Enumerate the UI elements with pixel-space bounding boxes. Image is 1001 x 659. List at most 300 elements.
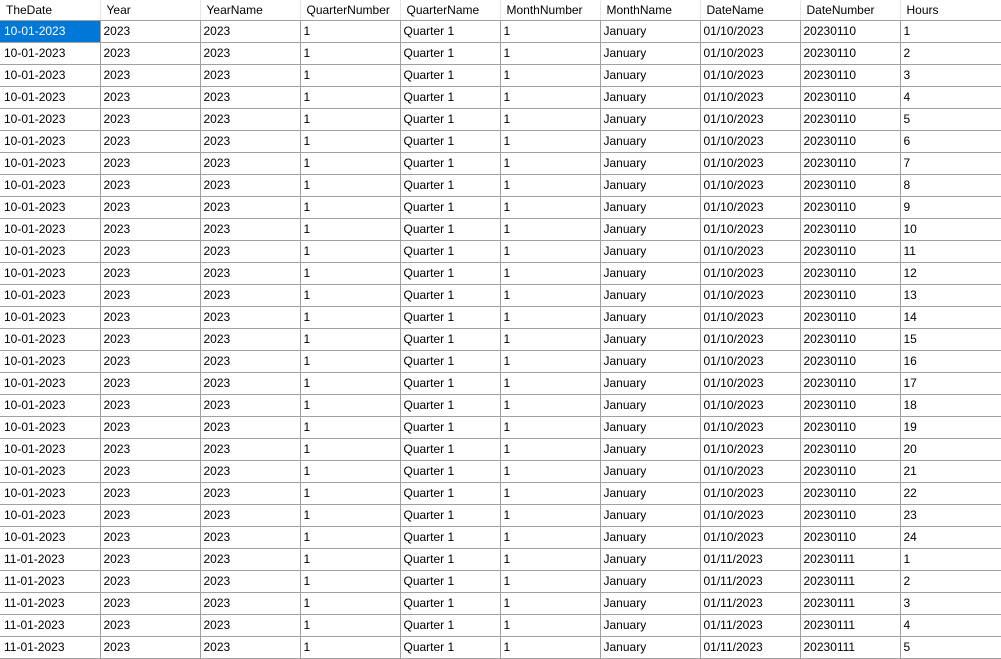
cell-datenumber[interactable]: 20230110 — [800, 263, 900, 285]
cell-datename[interactable]: 01/10/2023 — [700, 153, 800, 175]
cell-thedate[interactable]: 10-01-2023 — [0, 285, 100, 307]
cell-datename[interactable]: 01/10/2023 — [700, 21, 800, 43]
cell-monthname[interactable]: January — [600, 395, 700, 417]
table-row[interactable] — [0, 549, 1001, 571]
cell-hours[interactable]: 23 — [900, 505, 1001, 527]
cell-quartername[interactable]: Quarter 1 — [400, 395, 500, 417]
cell-year[interactable]: 2023 — [100, 527, 200, 549]
cell-datename[interactable]: 01/11/2023 — [700, 637, 800, 659]
cell-hours[interactable]: 1 — [900, 21, 1001, 43]
cell-hours[interactable]: 1 — [900, 549, 1001, 571]
cell-quarternumber[interactable]: 1 — [300, 637, 400, 659]
cell-datename[interactable]: 01/10/2023 — [700, 329, 800, 351]
cell-monthnumber[interactable]: 1 — [500, 263, 600, 285]
cell-quartername[interactable]: Quarter 1 — [400, 65, 500, 87]
cell-monthnumber[interactable]: 1 — [500, 373, 600, 395]
cell-datenumber[interactable]: 20230110 — [800, 65, 900, 87]
cell-monthnumber[interactable]: 1 — [500, 131, 600, 153]
cell-datenumber[interactable]: 20230110 — [800, 351, 900, 373]
cell-hours[interactable]: 4 — [900, 615, 1001, 637]
cell-yearname[interactable]: 2023 — [200, 637, 300, 659]
table-row[interactable] — [0, 483, 1001, 505]
cell-monthname[interactable]: January — [600, 439, 700, 461]
cell-monthnumber[interactable]: 1 — [500, 637, 600, 659]
cell-datename[interactable]: 01/10/2023 — [700, 219, 800, 241]
cell-quartername[interactable]: Quarter 1 — [400, 285, 500, 307]
cell-monthname[interactable]: January — [600, 483, 700, 505]
column-header-datenumber[interactable]: DateNumber — [800, 0, 900, 21]
cell-thedate[interactable]: 10-01-2023 — [0, 461, 100, 483]
cell-year[interactable]: 2023 — [100, 395, 200, 417]
cell-quarternumber[interactable]: 1 — [300, 263, 400, 285]
cell-monthname[interactable]: January — [600, 593, 700, 615]
cell-hours[interactable]: 8 — [900, 175, 1001, 197]
table-row[interactable] — [0, 505, 1001, 527]
cell-quartername[interactable]: Quarter 1 — [400, 263, 500, 285]
cell-quartername[interactable]: Quarter 1 — [400, 197, 500, 219]
cell-yearname[interactable]: 2023 — [200, 65, 300, 87]
cell-yearname[interactable]: 2023 — [200, 461, 300, 483]
cell-year[interactable]: 2023 — [100, 197, 200, 219]
column-header-quartername[interactable]: QuarterName — [400, 0, 500, 21]
table-row[interactable] — [0, 637, 1001, 659]
column-header-thedate[interactable]: TheDate — [0, 0, 100, 21]
cell-monthname[interactable]: January — [600, 65, 700, 87]
cell-yearname[interactable]: 2023 — [200, 615, 300, 637]
cell-quarternumber[interactable]: 1 — [300, 131, 400, 153]
cell-monthname[interactable]: January — [600, 21, 700, 43]
cell-quarternumber[interactable]: 1 — [300, 43, 400, 65]
cell-monthname[interactable]: January — [600, 153, 700, 175]
cell-thedate[interactable]: 10-01-2023 — [0, 197, 100, 219]
cell-quartername[interactable]: Quarter 1 — [400, 329, 500, 351]
cell-monthname[interactable]: January — [600, 131, 700, 153]
cell-datenumber[interactable]: 20230110 — [800, 373, 900, 395]
cell-thedate[interactable]: 10-01-2023 — [0, 351, 100, 373]
cell-hours[interactable]: 12 — [900, 263, 1001, 285]
cell-quartername[interactable]: Quarter 1 — [400, 417, 500, 439]
cell-quartername[interactable]: Quarter 1 — [400, 87, 500, 109]
cell-monthname[interactable]: January — [600, 527, 700, 549]
cell-yearname[interactable]: 2023 — [200, 263, 300, 285]
cell-quarternumber[interactable]: 1 — [300, 109, 400, 131]
cell-datename[interactable]: 01/10/2023 — [700, 263, 800, 285]
cell-thedate[interactable]: 10-01-2023 — [0, 527, 100, 549]
cell-datenumber[interactable]: 20230110 — [800, 329, 900, 351]
cell-year[interactable]: 2023 — [100, 549, 200, 571]
cell-monthname[interactable]: January — [600, 571, 700, 593]
cell-quarternumber[interactable]: 1 — [300, 461, 400, 483]
cell-hours[interactable]: 10 — [900, 219, 1001, 241]
cell-datenumber[interactable]: 20230110 — [800, 417, 900, 439]
cell-yearname[interactable]: 2023 — [200, 483, 300, 505]
cell-yearname[interactable]: 2023 — [200, 329, 300, 351]
cell-hours[interactable]: 9 — [900, 197, 1001, 219]
cell-datenumber[interactable]: 20230110 — [800, 439, 900, 461]
cell-quarternumber[interactable]: 1 — [300, 219, 400, 241]
cell-datenumber[interactable]: 20230110 — [800, 175, 900, 197]
cell-monthname[interactable]: January — [600, 417, 700, 439]
cell-datename[interactable]: 01/10/2023 — [700, 87, 800, 109]
table-row[interactable] — [0, 417, 1001, 439]
cell-yearname[interactable]: 2023 — [200, 505, 300, 527]
cell-hours[interactable]: 18 — [900, 395, 1001, 417]
cell-year[interactable]: 2023 — [100, 417, 200, 439]
cell-datename[interactable]: 01/10/2023 — [700, 373, 800, 395]
cell-quartername[interactable]: Quarter 1 — [400, 351, 500, 373]
cell-datename[interactable]: 01/10/2023 — [700, 109, 800, 131]
cell-quarternumber[interactable]: 1 — [300, 175, 400, 197]
table-row[interactable] — [0, 21, 1001, 43]
cell-yearname[interactable]: 2023 — [200, 175, 300, 197]
cell-thedate[interactable]: 11-01-2023 — [0, 593, 100, 615]
table-row[interactable] — [0, 439, 1001, 461]
cell-datename[interactable]: 01/10/2023 — [700, 241, 800, 263]
cell-year[interactable]: 2023 — [100, 21, 200, 43]
cell-hours[interactable]: 5 — [900, 109, 1001, 131]
cell-datenumber[interactable]: 20230110 — [800, 43, 900, 65]
cell-monthname[interactable]: January — [600, 461, 700, 483]
column-header-yearname[interactable]: YearName — [200, 0, 300, 21]
cell-hours[interactable]: 11 — [900, 241, 1001, 263]
cell-yearname[interactable]: 2023 — [200, 109, 300, 131]
cell-quartername[interactable]: Quarter 1 — [400, 307, 500, 329]
cell-monthnumber[interactable]: 1 — [500, 527, 600, 549]
cell-yearname[interactable]: 2023 — [200, 351, 300, 373]
cell-monthname[interactable]: January — [600, 637, 700, 659]
table-row[interactable] — [0, 373, 1001, 395]
cell-quarternumber[interactable]: 1 — [300, 241, 400, 263]
cell-thedate[interactable]: 10-01-2023 — [0, 153, 100, 175]
cell-quartername[interactable]: Quarter 1 — [400, 483, 500, 505]
cell-datename[interactable]: 01/10/2023 — [700, 527, 800, 549]
cell-monthnumber[interactable]: 1 — [500, 43, 600, 65]
cell-year[interactable]: 2023 — [100, 241, 200, 263]
cell-datenumber[interactable]: 20230110 — [800, 21, 900, 43]
cell-quarternumber[interactable]: 1 — [300, 285, 400, 307]
cell-quartername[interactable]: Quarter 1 — [400, 219, 500, 241]
cell-quartername[interactable]: Quarter 1 — [400, 461, 500, 483]
cell-thedate[interactable]: 10-01-2023 — [0, 483, 100, 505]
cell-datenumber[interactable]: 20230111 — [800, 549, 900, 571]
cell-thedate[interactable]: 11-01-2023 — [0, 549, 100, 571]
cell-quartername[interactable]: Quarter 1 — [400, 131, 500, 153]
cell-quarternumber[interactable]: 1 — [300, 417, 400, 439]
cell-thedate[interactable]: 11-01-2023 — [0, 615, 100, 637]
cell-monthname[interactable]: January — [600, 43, 700, 65]
cell-thedate[interactable]: 10-01-2023 — [0, 65, 100, 87]
cell-quartername[interactable]: Quarter 1 — [400, 175, 500, 197]
table-row[interactable] — [0, 571, 1001, 593]
cell-datenumber[interactable]: 20230110 — [800, 307, 900, 329]
cell-monthnumber[interactable]: 1 — [500, 87, 600, 109]
table-row[interactable] — [0, 241, 1001, 263]
cell-monthname[interactable]: January — [600, 285, 700, 307]
cell-monthnumber[interactable]: 1 — [500, 21, 600, 43]
cell-monthnumber[interactable]: 1 — [500, 109, 600, 131]
cell-datenumber[interactable]: 20230110 — [800, 395, 900, 417]
cell-year[interactable]: 2023 — [100, 483, 200, 505]
cell-quartername[interactable]: Quarter 1 — [400, 571, 500, 593]
column-header-quarternumber[interactable]: QuarterNumber — [300, 0, 400, 21]
cell-quarternumber[interactable]: 1 — [300, 593, 400, 615]
cell-hours[interactable]: 14 — [900, 307, 1001, 329]
cell-monthnumber[interactable]: 1 — [500, 307, 600, 329]
cell-hours[interactable]: 17 — [900, 373, 1001, 395]
cell-quartername[interactable]: Quarter 1 — [400, 615, 500, 637]
cell-year[interactable]: 2023 — [100, 615, 200, 637]
cell-datename[interactable]: 01/10/2023 — [700, 131, 800, 153]
table-row[interactable] — [0, 65, 1001, 87]
cell-year[interactable]: 2023 — [100, 637, 200, 659]
cell-yearname[interactable]: 2023 — [200, 153, 300, 175]
table-row[interactable] — [0, 263, 1001, 285]
cell-thedate[interactable]: 10-01-2023 — [0, 417, 100, 439]
cell-monthnumber[interactable]: 1 — [500, 395, 600, 417]
cell-monthnumber[interactable]: 1 — [500, 241, 600, 263]
cell-monthname[interactable]: January — [600, 549, 700, 571]
cell-datename[interactable]: 01/11/2023 — [700, 593, 800, 615]
table-row[interactable] — [0, 307, 1001, 329]
cell-hours[interactable]: 2 — [900, 43, 1001, 65]
cell-monthname[interactable]: January — [600, 175, 700, 197]
cell-monthnumber[interactable]: 1 — [500, 175, 600, 197]
table-row[interactable] — [0, 109, 1001, 131]
cell-monthnumber[interactable]: 1 — [500, 329, 600, 351]
cell-monthnumber[interactable]: 1 — [500, 197, 600, 219]
cell-datenumber[interactable]: 20230110 — [800, 241, 900, 263]
cell-year[interactable]: 2023 — [100, 43, 200, 65]
cell-monthnumber[interactable]: 1 — [500, 417, 600, 439]
cell-monthnumber[interactable]: 1 — [500, 483, 600, 505]
cell-thedate[interactable]: 10-01-2023 — [0, 43, 100, 65]
cell-datename[interactable]: 01/10/2023 — [700, 43, 800, 65]
cell-yearname[interactable]: 2023 — [200, 87, 300, 109]
cell-quartername[interactable]: Quarter 1 — [400, 241, 500, 263]
cell-datename[interactable]: 01/10/2023 — [700, 483, 800, 505]
cell-year[interactable]: 2023 — [100, 571, 200, 593]
cell-datename[interactable]: 01/11/2023 — [700, 571, 800, 593]
cell-datenumber[interactable]: 20230111 — [800, 571, 900, 593]
cell-monthnumber[interactable]: 1 — [500, 593, 600, 615]
cell-thedate[interactable]: 10-01-2023 — [0, 329, 100, 351]
cell-hours[interactable]: 16 — [900, 351, 1001, 373]
column-header-hours[interactable]: Hours — [900, 0, 1001, 21]
cell-monthnumber[interactable]: 1 — [500, 439, 600, 461]
cell-datename[interactable]: 01/10/2023 — [700, 307, 800, 329]
cell-yearname[interactable]: 2023 — [200, 285, 300, 307]
cell-monthnumber[interactable]: 1 — [500, 285, 600, 307]
cell-monthnumber[interactable]: 1 — [500, 153, 600, 175]
cell-quartername[interactable]: Quarter 1 — [400, 637, 500, 659]
table-row[interactable] — [0, 527, 1001, 549]
cell-datename[interactable]: 01/11/2023 — [700, 549, 800, 571]
cell-quarternumber[interactable]: 1 — [300, 307, 400, 329]
cell-year[interactable]: 2023 — [100, 593, 200, 615]
cell-yearname[interactable]: 2023 — [200, 197, 300, 219]
cell-datename[interactable]: 01/10/2023 — [700, 439, 800, 461]
cell-thedate[interactable]: 10-01-2023 — [0, 307, 100, 329]
cell-monthnumber[interactable]: 1 — [500, 505, 600, 527]
cell-yearname[interactable]: 2023 — [200, 395, 300, 417]
cell-monthnumber[interactable]: 1 — [500, 219, 600, 241]
cell-hours[interactable]: 7 — [900, 153, 1001, 175]
column-header-monthname[interactable]: MonthName — [600, 0, 700, 21]
cell-thedate[interactable]: 10-01-2023 — [0, 109, 100, 131]
cell-year[interactable]: 2023 — [100, 329, 200, 351]
cell-datenumber[interactable]: 20230111 — [800, 637, 900, 659]
cell-monthnumber[interactable]: 1 — [500, 571, 600, 593]
cell-year[interactable]: 2023 — [100, 153, 200, 175]
cell-yearname[interactable]: 2023 — [200, 131, 300, 153]
cell-quarternumber[interactable]: 1 — [300, 505, 400, 527]
cell-monthname[interactable]: January — [600, 197, 700, 219]
cell-hours[interactable]: 24 — [900, 527, 1001, 549]
cell-year[interactable]: 2023 — [100, 175, 200, 197]
cell-year[interactable]: 2023 — [100, 307, 200, 329]
cell-datename[interactable]: 01/10/2023 — [700, 417, 800, 439]
cell-thedate[interactable]: 11-01-2023 — [0, 637, 100, 659]
cell-datenumber[interactable]: 20230110 — [800, 87, 900, 109]
cell-thedate[interactable]: 10-01-2023 — [0, 131, 100, 153]
cell-monthname[interactable]: January — [600, 219, 700, 241]
cell-monthname[interactable]: January — [600, 615, 700, 637]
cell-quartername[interactable]: Quarter 1 — [400, 439, 500, 461]
cell-quartername[interactable]: Quarter 1 — [400, 43, 500, 65]
cell-monthname[interactable]: January — [600, 109, 700, 131]
cell-yearname[interactable]: 2023 — [200, 43, 300, 65]
cell-thedate[interactable]: 10-01-2023 — [0, 21, 100, 43]
column-header-monthnumber[interactable]: MonthNumber — [500, 0, 600, 21]
cell-hours[interactable]: 6 — [900, 131, 1001, 153]
cell-monthnumber[interactable]: 1 — [500, 461, 600, 483]
cell-quartername[interactable]: Quarter 1 — [400, 527, 500, 549]
cell-datename[interactable]: 01/10/2023 — [700, 395, 800, 417]
cell-monthnumber[interactable]: 1 — [500, 65, 600, 87]
cell-datename[interactable]: 01/10/2023 — [700, 505, 800, 527]
cell-hours[interactable]: 19 — [900, 417, 1001, 439]
cell-datenumber[interactable]: 20230110 — [800, 197, 900, 219]
cell-quartername[interactable]: Quarter 1 — [400, 109, 500, 131]
cell-monthname[interactable]: January — [600, 373, 700, 395]
cell-datenumber[interactable]: 20230111 — [800, 593, 900, 615]
table-row[interactable] — [0, 615, 1001, 637]
cell-monthname[interactable]: January — [600, 307, 700, 329]
cell-quarternumber[interactable]: 1 — [300, 571, 400, 593]
cell-yearname[interactable]: 2023 — [200, 549, 300, 571]
cell-thedate[interactable]: 10-01-2023 — [0, 395, 100, 417]
cell-hours[interactable]: 20 — [900, 439, 1001, 461]
cell-thedate[interactable]: 10-01-2023 — [0, 241, 100, 263]
cell-quarternumber[interactable]: 1 — [300, 615, 400, 637]
cell-yearname[interactable]: 2023 — [200, 241, 300, 263]
cell-hours[interactable]: 13 — [900, 285, 1001, 307]
cell-monthname[interactable]: January — [600, 241, 700, 263]
cell-datename[interactable]: 01/10/2023 — [700, 175, 800, 197]
cell-year[interactable]: 2023 — [100, 285, 200, 307]
table-row[interactable] — [0, 285, 1001, 307]
cell-monthnumber[interactable]: 1 — [500, 549, 600, 571]
cell-year[interactable]: 2023 — [100, 263, 200, 285]
cell-yearname[interactable]: 2023 — [200, 21, 300, 43]
cell-datenumber[interactable]: 20230110 — [800, 527, 900, 549]
cell-quartername[interactable]: Quarter 1 — [400, 505, 500, 527]
cell-datename[interactable]: 01/10/2023 — [700, 351, 800, 373]
cell-thedate[interactable]: 10-01-2023 — [0, 505, 100, 527]
column-header-datename[interactable]: DateName — [700, 0, 800, 21]
cell-quarternumber[interactable]: 1 — [300, 373, 400, 395]
cell-datenumber[interactable]: 20230110 — [800, 131, 900, 153]
cell-datenumber[interactable]: 20230110 — [800, 219, 900, 241]
cell-quarternumber[interactable]: 1 — [300, 483, 400, 505]
cell-hours[interactable]: 15 — [900, 329, 1001, 351]
cell-quarternumber[interactable]: 1 — [300, 527, 400, 549]
cell-datename[interactable]: 01/11/2023 — [700, 615, 800, 637]
cell-monthname[interactable]: January — [600, 263, 700, 285]
cell-thedate[interactable]: 10-01-2023 — [0, 263, 100, 285]
cell-hours[interactable]: 3 — [900, 65, 1001, 87]
cell-datenumber[interactable]: 20230110 — [800, 153, 900, 175]
cell-quartername[interactable]: Quarter 1 — [400, 593, 500, 615]
table-row[interactable] — [0, 43, 1001, 65]
cell-datenumber[interactable]: 20230110 — [800, 505, 900, 527]
cell-datenumber[interactable]: 20230110 — [800, 461, 900, 483]
cell-monthname[interactable]: January — [600, 329, 700, 351]
table-row[interactable] — [0, 461, 1001, 483]
cell-thedate[interactable]: 11-01-2023 — [0, 571, 100, 593]
cell-year[interactable]: 2023 — [100, 87, 200, 109]
cell-quarternumber[interactable]: 1 — [300, 395, 400, 417]
cell-quarternumber[interactable]: 1 — [300, 87, 400, 109]
cell-yearname[interactable]: 2023 — [200, 527, 300, 549]
cell-monthnumber[interactable]: 1 — [500, 351, 600, 373]
cell-thedate[interactable]: 10-01-2023 — [0, 439, 100, 461]
cell-quarternumber[interactable]: 1 — [300, 153, 400, 175]
cell-year[interactable]: 2023 — [100, 65, 200, 87]
cell-year[interactable]: 2023 — [100, 219, 200, 241]
cell-datenumber[interactable]: 20230110 — [800, 109, 900, 131]
cell-thedate[interactable]: 10-01-2023 — [0, 175, 100, 197]
cell-quartername[interactable]: Quarter 1 — [400, 153, 500, 175]
cell-datename[interactable]: 01/10/2023 — [700, 461, 800, 483]
cell-monthname[interactable]: January — [600, 351, 700, 373]
cell-thedate[interactable]: 10-01-2023 — [0, 87, 100, 109]
cell-year[interactable]: 2023 — [100, 109, 200, 131]
cell-quarternumber[interactable]: 1 — [300, 351, 400, 373]
cell-year[interactable]: 2023 — [100, 373, 200, 395]
cell-year[interactable]: 2023 — [100, 131, 200, 153]
cell-quarternumber[interactable]: 1 — [300, 197, 400, 219]
table-row[interactable] — [0, 197, 1001, 219]
cell-monthname[interactable]: January — [600, 505, 700, 527]
cell-quartername[interactable]: Quarter 1 — [400, 549, 500, 571]
cell-yearname[interactable]: 2023 — [200, 571, 300, 593]
cell-year[interactable]: 2023 — [100, 505, 200, 527]
cell-quarternumber[interactable]: 1 — [300, 65, 400, 87]
cell-yearname[interactable]: 2023 — [200, 593, 300, 615]
table-row[interactable] — [0, 395, 1001, 417]
cell-datename[interactable]: 01/10/2023 — [700, 65, 800, 87]
cell-monthname[interactable]: January — [600, 87, 700, 109]
cell-datenumber[interactable]: 20230111 — [800, 615, 900, 637]
table-row[interactable] — [0, 175, 1001, 197]
cell-hours[interactable]: 5 — [900, 637, 1001, 659]
cell-quarternumber[interactable]: 1 — [300, 329, 400, 351]
cell-quarternumber[interactable]: 1 — [300, 439, 400, 461]
cell-datenumber[interactable]: 20230110 — [800, 285, 900, 307]
cell-thedate[interactable]: 10-01-2023 — [0, 373, 100, 395]
table-row[interactable] — [0, 329, 1001, 351]
